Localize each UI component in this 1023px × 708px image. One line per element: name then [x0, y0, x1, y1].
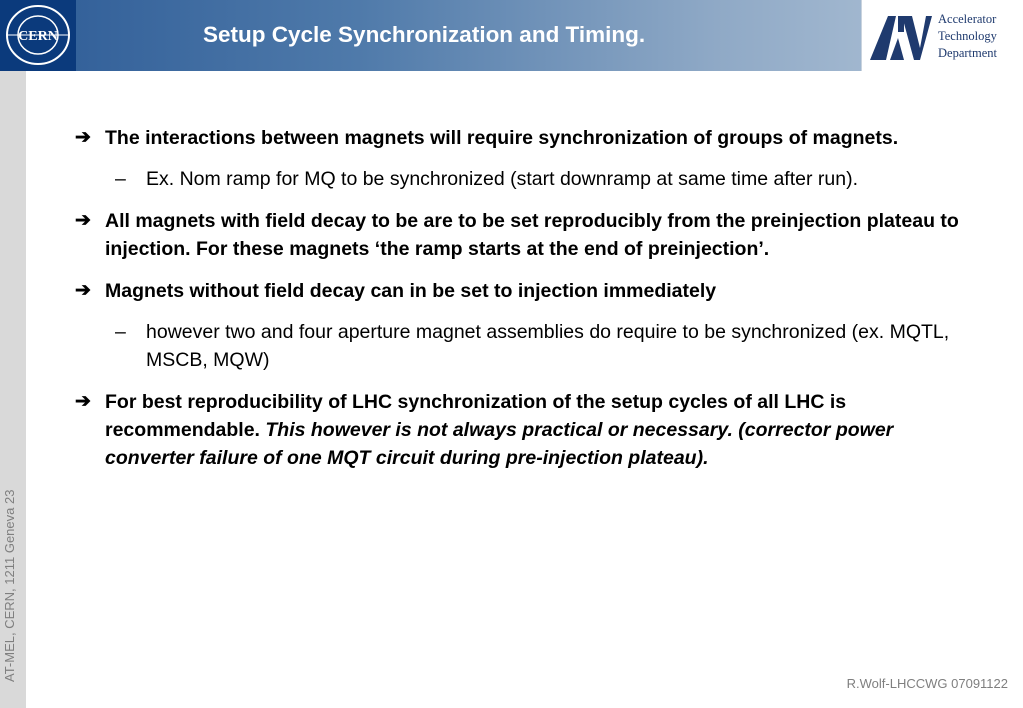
- sub-text: Ex. Nom ramp for MQ to be synchronized (start downramp at same time after run).: [146, 168, 858, 190]
- department-line-3: Department: [938, 46, 998, 60]
- side-address: AT-MEL, CERN, 1211 Geneva 23: [2, 489, 17, 682]
- bullet-item: [75, 277, 965, 305]
- dash-bullet: –: [115, 321, 126, 343]
- slide-header: [0, 0, 1023, 71]
- arrow-right-icon: ➔: [75, 127, 91, 148]
- cern-logo-icon: [3, 3, 73, 68]
- svg-text:CERN: CERN: [18, 29, 58, 44]
- slide-title: Setup Cycle Synchronization and Timing.: [203, 22, 646, 47]
- department-name: [938, 11, 997, 62]
- sub-text: however two and four aperture magnet assemblies do require to be synchronized (ex. MQTL, MSCB, MQW): [146, 321, 950, 371]
- slide-footer: R.Wolf-LHCCWG 07091122: [846, 676, 1008, 691]
- bullet-item: [75, 207, 965, 263]
- bullet-text: All magnets with field decay to be are to be set reproducibly from the preinjection plateau to injection. For these magnets ‘the ramp starts at the end of preinjection’.: [105, 210, 959, 260]
- slide-content: [75, 124, 965, 486]
- department-line-2: Technology: [938, 29, 997, 43]
- bullet-item: [75, 124, 965, 152]
- sub-item: [75, 318, 965, 374]
- arrow-right-icon: ➔: [75, 391, 91, 412]
- bullet-item: [75, 388, 965, 472]
- bullet-text: Magnets without field decay can in be set to injection immediately: [105, 280, 717, 302]
- sub-item: [75, 165, 965, 193]
- dash-bullet: –: [115, 168, 126, 190]
- atd-logo-icon: [868, 12, 932, 62]
- arrow-right-icon: ➔: [75, 210, 91, 231]
- arrow-right-icon: ➔: [75, 280, 91, 301]
- bullet-text: For best reproducibility of LHC synchronization of the setup cycles of all LHC is recommendable.: [105, 391, 847, 441]
- department-line-1: Accelerator: [938, 12, 997, 26]
- cern-logo: [0, 0, 76, 71]
- bullet-text: The interactions between magnets will require synchronization of groups of magnets.: [105, 127, 899, 149]
- atd-logo: [861, 0, 1023, 71]
- bullet-emphasis: This however is not always practical or necessary. (corrector power converter failure of one MQT circuit during pre-injection plateau).: [105, 419, 894, 469]
